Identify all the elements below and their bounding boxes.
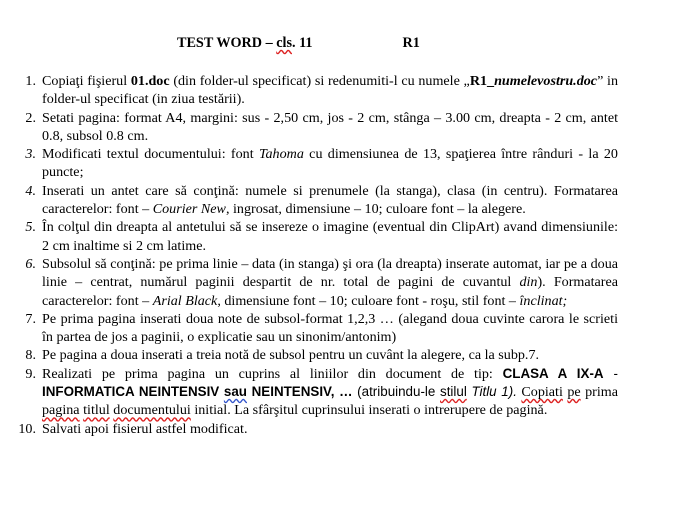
- task-text: În colţul din dreapta al antetului să se insereze o imagine (eventual din ClipArt) avand dimensiunile: 2 cm inaltime si 2 cm latime.: [42, 219, 618, 254]
- task-text: Subsolul să conţină: pe prima linie – data (in stanga) şi ora (la dreapta) inserate automat, iar pe a doua linie – centrat, numărul paginii despartit de nr. total de pagini de cuvantul: [42, 255, 618, 291]
- task-text: numelevostru.doc: [494, 73, 598, 89]
- task-number: 6.: [25, 255, 36, 272]
- task-number: 5.: [25, 219, 36, 236]
- task-text: cu dimensiunea de 13, spaţierea între rânduri - la 20 puncte;: [42, 146, 618, 181]
- task-item-10: [0, 420, 618, 438]
- task-text: -: [603, 365, 618, 381]
- task-text: sau: [223, 384, 247, 400]
- task-text: Courier New: [152, 201, 226, 218]
- task-text: înclinat;: [519, 292, 568, 309]
- task-text: NEINTENSIV, …: [246, 384, 353, 400]
- task-number: 7.: [25, 310, 36, 327]
- task-number: 1.: [25, 73, 36, 89]
- task-item-8: [0, 346, 618, 364]
- task-item-1: [0, 72, 618, 109]
- task-text: Pe prima pagina inserati doua note de subsol-format 1,2,3 … (alegand doua cuvinte carora le scrieti în partea de jos a paginii, o explicatie sau un sinonim/antonim): [42, 310, 618, 346]
- task-text: prima: [580, 384, 619, 401]
- task-number: 10.: [18, 420, 36, 437]
- task-text: ” in folder-ul specificat (in ziua testării).: [42, 73, 618, 108]
- task-text: Pe pagina a doua inserati a treia notă de subsol pentru un cuvânt la alegere, ca la subp.7.: [42, 347, 540, 364]
- task-text: Copiati: [521, 384, 563, 401]
- task-text: Arial Black: [152, 292, 218, 309]
- task-text: pagina: [42, 402, 80, 419]
- task-number: 2.: [25, 109, 36, 126]
- task-item-5: [0, 218, 618, 255]
- title-cls: cls: [276, 35, 292, 51]
- task-text: , ingrosat, dimensiune – 10; culoare font – la alegere.: [225, 201, 526, 218]
- test-code: R1: [402, 35, 420, 51]
- task-text: , dimensiune font – 10; culoare font - roşu, stil font –: [217, 292, 520, 309]
- task-text: ). Formatarea caracterelor: font –: [42, 274, 618, 309]
- title-main: TEST WORD –: [177, 35, 277, 51]
- task-item-2: [0, 109, 618, 146]
- task-text: Salvati apoi fisierul astfel modificat.: [42, 420, 248, 437]
- task-text: documentului: [113, 402, 191, 419]
- task-item-9: [0, 365, 618, 420]
- task-item-6: [0, 255, 618, 310]
- document-title: [177, 35, 420, 52]
- task-number: 4.: [25, 182, 36, 199]
- task-item-4: [0, 182, 618, 219]
- task-text: (din folder-ul specificat) si redenumiti-l cu numele „: [169, 73, 470, 89]
- task-text: pe: [567, 384, 581, 401]
- task-text: stilul: [440, 384, 467, 400]
- task-text: Setati pagina: format A4, margini: sus - 2,50 cm, jos - 2 cm, stânga – 3.00 cm, dreapta - 2 cm, antet 0.8, subsol 0.8 cm.: [42, 109, 618, 144]
- task-item-3: [0, 145, 618, 182]
- title-rest: . 11: [291, 35, 313, 51]
- task-text: din: [519, 274, 538, 291]
- task-text: 01.doc: [130, 73, 170, 89]
- task-text: titlul: [83, 402, 110, 419]
- task-text: (atribuindu-le: [352, 384, 440, 400]
- task-text: Realizati pe prima pagina un cuprins al liniilor din document de tip:: [42, 365, 503, 382]
- task-text: Tahoma: [258, 146, 304, 163]
- task-text: INFORMATICA NEINTENSIV: [42, 384, 224, 400]
- task-item-7: [0, 310, 618, 347]
- task-number: 3.: [25, 146, 36, 163]
- task-text: Modificati textul documentului: font: [42, 146, 259, 163]
- task-number: 8.: [25, 347, 36, 364]
- task-list: [0, 72, 618, 438]
- task-text: Inserati un antet care să conţină: numele si prenumele (la stanga), clasa (in centru). Formatarea caracterelor: font –: [42, 182, 618, 218]
- task-text: Titlu 1).: [471, 384, 517, 400]
- task-text: initial. La sfârşitul cuprinsului inserati o intrerupere de pagină.: [190, 402, 548, 419]
- task-text: R1_: [469, 73, 495, 89]
- task-number: 9.: [25, 365, 36, 382]
- task-text: CLASA A IX-A: [502, 365, 604, 381]
- task-text: Copiaţi fişierul: [42, 73, 131, 89]
